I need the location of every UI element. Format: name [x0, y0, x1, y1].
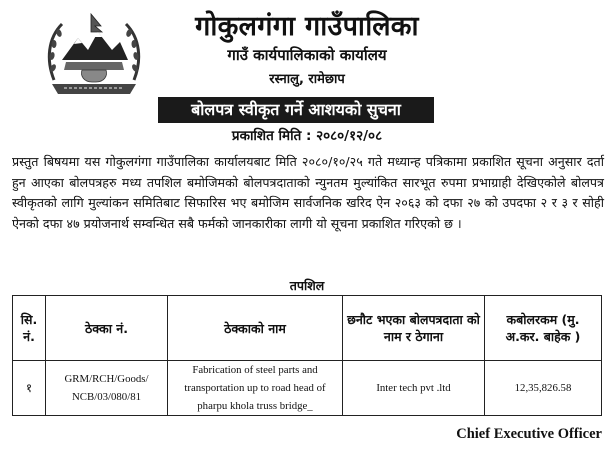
table-header-row [13, 296, 602, 361]
notice-title-banner: बोलपत्र स्वीकृत गर्ने आशयको सुचना [158, 97, 434, 123]
published-date: प्रकाशित मिति : २०८०/१२/०८ [231, 128, 383, 144]
row-contract-no: GRM/RCH/Goods/ NCB/03/080/81 [46, 361, 168, 416]
col-header-bidder: छनौट भएका बोलपत्रदाता को नाम र ठेगाना [343, 296, 485, 361]
col-header-amount: कबोलरकम (मु. अ.कर. बाहेक ) [485, 296, 602, 361]
row-amount: 12,35,826.58 [485, 361, 602, 416]
office-name: गाउँ कार्यपालिकाको कार्यालय [227, 46, 387, 64]
table-row [13, 361, 602, 416]
office-location: रस्नालु, रामेछाप [269, 72, 345, 87]
table-caption: तपशिल [289, 278, 325, 293]
signatory-title: Chief Executive Officer [456, 426, 602, 442]
row-sn: १ [13, 361, 46, 416]
col-header-sn: सि. नं. [13, 296, 46, 361]
row-bidder: Inter tech pvt .ltd [343, 361, 485, 416]
notice-body: प्रस्तुत बिषयमा यस गोकुलगंगा गाउँपालिका कार्यालयबाट मिति २०८०/१०/२५ गते मध्यान्ह पत्रिकामा प्रकाशित सूचना अनुसार दर्ता हुन आएका बोलपत्रहरु मध्य तपशिल बमोजिमको बोलपत्रदाताको न्युनतम मुल्यांकित सारभूत रुपमा प्रभाग्राही देखिएकोले बोलपत्र स्वीकृतको लागि मुल्यांकन समितिबाट सिफारिस भए बमोजिम सार्वजनिक खरिद ऐन २०६३ को दफा २७ को उपदफा २ र ३ र सोही ऐनको दफा ४७ प्रयोजनार्थ सम्वन्धित सबै फर्मको जानकारीका लागी यो सूचना प्रकाशित गरिएको छ । [12, 154, 604, 231]
col-header-contract-name: ठेक्काको नाम [168, 296, 343, 361]
row-contract-name: Fabrication of steel parts and transportation up to road head of pharpu khola truss bridge_ [168, 361, 343, 416]
municipality-name: गोकुलगंगा गाउँपालिका [195, 11, 419, 42]
award-table [12, 295, 602, 416]
col-header-contract-no: ठेक्का नं. [46, 296, 168, 361]
